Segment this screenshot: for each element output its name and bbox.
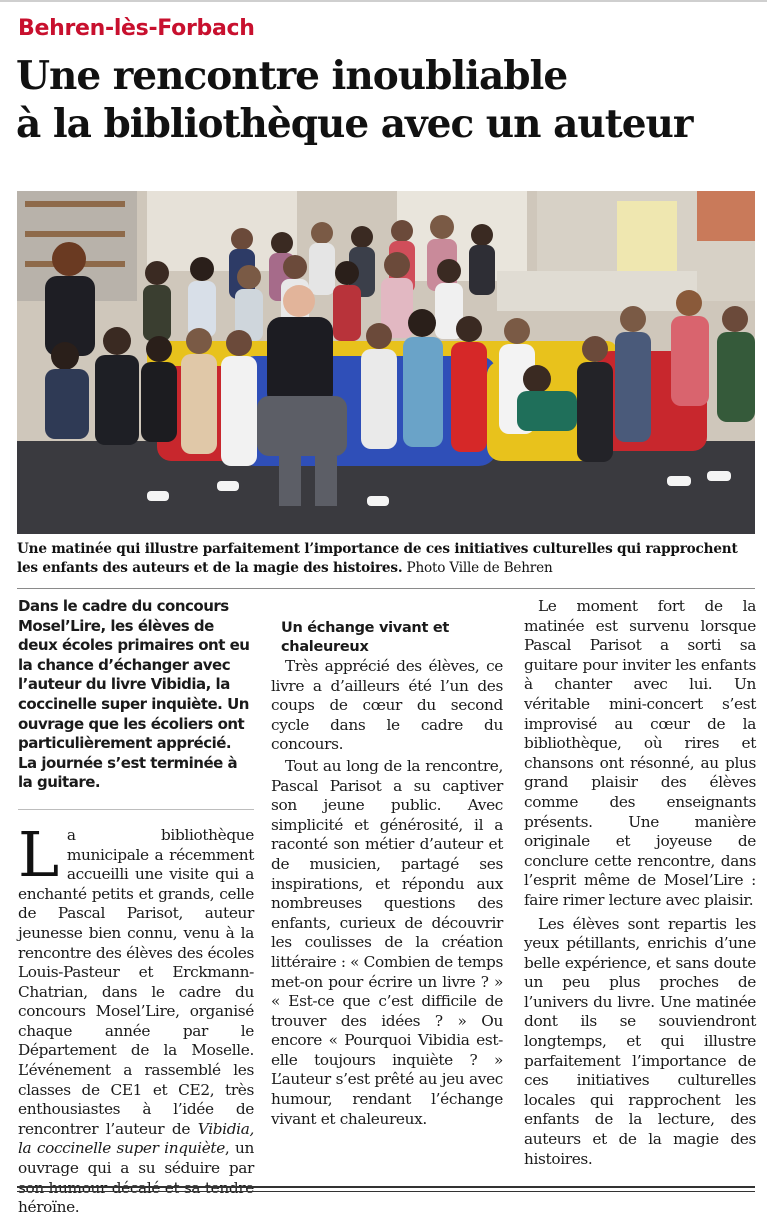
lead-text-b: , un ouvrage qui a su séduire par héroïne. [18, 1139, 254, 1217]
caption-divider [17, 588, 755, 589]
top-rule [0, 0, 767, 2]
photo-credit: Photo Ville de Behren [406, 560, 553, 576]
chapo: Dans le cadre du concours Mosel’Lire, les élèves de deux écoles primaires ont eu la chance d’échanger avec l’auteur du livre Vibidia, la coccinelle super inquiète. Un ouvrage que les écoliers ont particulièrement apprécié. La journée s’est terminée à la guitare. [18, 597, 250, 792]
column-2 [271, 597, 503, 1129]
column-3 [524, 597, 756, 1169]
headline [16, 52, 756, 148]
lead-paragraph [18, 817, 254, 1218]
book-title: Vibidia, la coccinelle super inquiète [18, 1119, 254, 1158]
bottom-rule [17, 1186, 755, 1188]
chapo-divider [18, 809, 254, 810]
lead-text-a: a bibliothèque municipale a récemment accueilli une visite qui a enchanté petits et grands, celle de Pascal Parisot, auteur jeunesse bien connu, venu à la rencontre des élèves des écoles Louis-Pasteur et Erckmann-Chatrian, dans le cadre du concours Mosel’Lire, organisé chaque année par le Département de la Moselle. L’événement a rassemblé les classes de CE1 et CE2, très enthousiastes à l’idée de rencontrer l’auteur de [18, 825, 254, 1138]
paragraph-3: Tout au long de la rencontre, Pascal Parisot a su captiver son jeune public. Avec simplicité et générosité, il a raconté son métier d’auteur et de musicien, partagé ses inspirations, et répondu aux nombreuses questions des enfants, curieux de découvrir les coulisses de la création littéraire : « Combien de temps met-on pour écrire un livre ? » « Est-ce que c’est difficile de trouver des idées ? » Ou encore « Pourquoi Vibidia est-elle toujours inquiète ? » L’auteur s’est prêté au jeu avec humour, rendant l’échange vivant et chaleureux. [271, 756, 503, 1128]
caption-text: Une matinée qui illustre parfaitement l’importance de ces initiatives culturelles qui rapprochent les enfants des auteurs et de la magie des histoires. [17, 541, 738, 576]
column-1 [18, 597, 254, 1217]
dropcap: L [18, 817, 59, 891]
group-photo [17, 191, 755, 534]
photo-caption [17, 540, 755, 578]
subheading: Un échange vivant et chaleureux [281, 620, 449, 655]
group-photo-illustration [17, 191, 755, 534]
bottom-rule-thin [17, 1191, 755, 1192]
headline-line-1: Une rencontre inoubliable [16, 53, 568, 99]
paragraph-5: Les élèves sont repartis les yeux pétillants, enrichis d’une belle expérience, et sans doute un peu plus proches de l’univers du livre. Une matinée dont ils se souviendront longtemps, et qui illustre parfaitement l’importance de ces initiatives culturelles locales qui rapprochent les enfants de la lecture, des auteurs et de la magie des histoires. [524, 914, 756, 1168]
paragraph-4: Le moment fort de la matinée est survenu lorsque Pascal Parisot a sorti sa guitare pour inviter les enfants à chanter avec lui. Un véritable mini-concert s’est improvisé au cœur de la bibliothèque, où rires et chansons ont résonné, au plus grand plaisir des élèves comme des enseignants présents. Une manière originale et joyeuse de conclure cette rencontre, dans l’esprit même de Mosel’Lire : faire rimer lecture avec plaisir. [524, 597, 756, 909]
headline-line-2: à la bibliothèque avec un auteur [16, 101, 693, 147]
location-kicker: Behren-lès-Forbach [18, 16, 255, 41]
paragraph-2: Très apprécié des élèves, ce livre a d’ailleurs été l’un des coups de cœur du second cycle dans le cadre du concours. [271, 657, 503, 754]
